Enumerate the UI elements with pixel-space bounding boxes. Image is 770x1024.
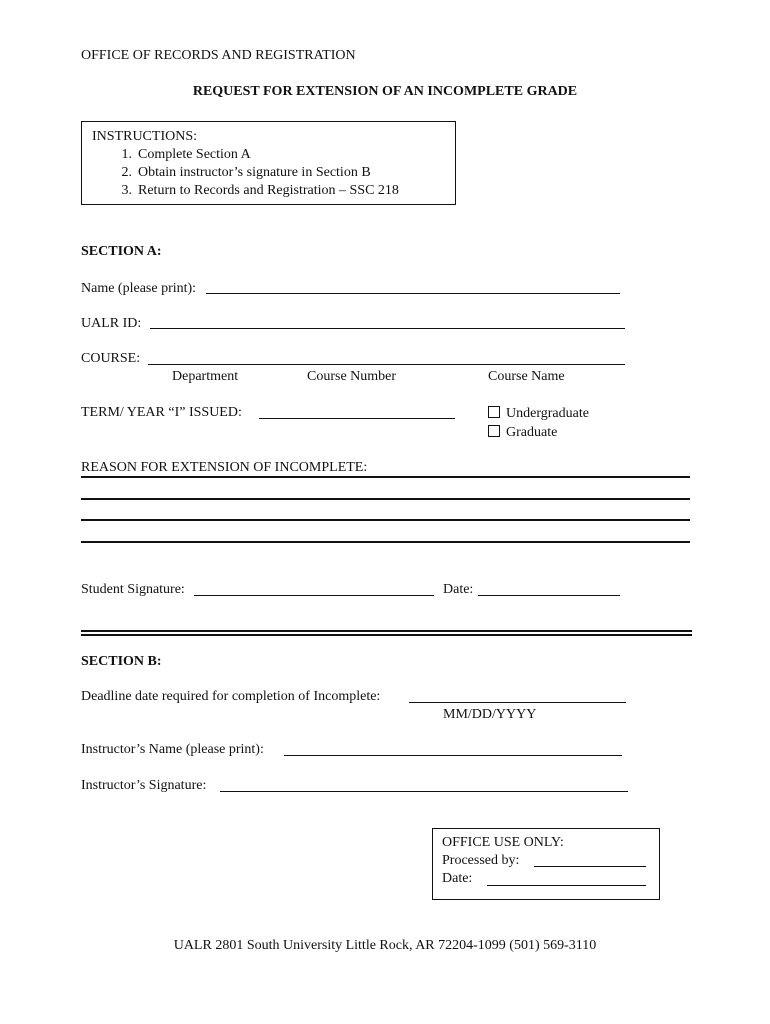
instructor-signature-label: Instructor’s Signature: (81, 778, 207, 793)
section-divider (81, 630, 692, 632)
reason-line[interactable] (81, 519, 690, 521)
student-signature-label: Student Signature: (81, 582, 185, 597)
footer-address: UALR 2801 South University Little Rock, AR 72204-1099 (501) 569-3110 (173, 938, 597, 953)
course-number-caption: Course Number (307, 369, 397, 384)
term-year-field[interactable] (259, 418, 455, 419)
section-a-heading: SECTION A: (81, 244, 162, 259)
reason-line[interactable] (81, 541, 690, 543)
course-label: COURSE: (81, 351, 141, 366)
graduate-checkbox[interactable] (488, 425, 500, 437)
instructor-name-field[interactable] (284, 755, 622, 756)
undergraduate-checkbox[interactable] (488, 406, 500, 418)
reason-line[interactable] (81, 476, 690, 478)
office-date-field[interactable] (487, 885, 646, 886)
processed-by-label: Processed by: (442, 853, 520, 868)
office-date-label: Date: (442, 871, 473, 886)
reason-label: REASON FOR EXTENSION OF INCOMPLETE: (81, 460, 368, 475)
deadline-format-caption: MM/DD/YYYY (443, 707, 537, 722)
student-date-label: Date: (443, 582, 474, 597)
ualr-id-label: UALR ID: (81, 316, 142, 331)
term-year-label: TERM/ YEAR “I” ISSUED: (81, 405, 242, 420)
instructor-name-label: Instructor’s Name (please print): (81, 742, 264, 757)
name-label: Name (please print): (81, 281, 197, 296)
ualr-id-field[interactable] (150, 328, 625, 329)
name-field[interactable] (206, 293, 620, 294)
processed-by-field[interactable] (534, 866, 646, 867)
student-date-field[interactable] (478, 595, 620, 596)
office-use-box (432, 828, 660, 900)
deadline-field[interactable] (409, 702, 626, 703)
student-signature-field[interactable] (194, 595, 434, 596)
form-title: REQUEST FOR EXTENSION OF AN INCOMPLETE GRADE (192, 84, 578, 99)
reason-line[interactable] (81, 498, 690, 500)
course-field[interactable] (148, 364, 625, 365)
office-name: OFFICE OF RECORDS AND REGISTRATION (81, 48, 356, 63)
instruction-item: 1. Complete Section A (121, 147, 251, 162)
deadline-label: Deadline date required for completion of Incomplete: (81, 689, 381, 704)
instructions-list (110, 146, 399, 200)
instructor-signature-field[interactable] (220, 791, 628, 792)
section-b-heading: SECTION B: (81, 654, 162, 669)
course-name-caption: Course Name (488, 369, 565, 384)
undergraduate-label: Undergraduate (506, 406, 589, 421)
instruction-item: 3. Return to Records and Registration – SSC 218 (121, 183, 399, 198)
instruction-item: 2. Obtain instructor’s signature in Section B (121, 165, 371, 180)
instructions-heading: INSTRUCTIONS: (92, 129, 198, 144)
office-use-heading: OFFICE USE ONLY: (442, 835, 564, 850)
department-caption: Department (172, 369, 239, 384)
section-divider (81, 634, 692, 636)
instructions-box (81, 121, 456, 205)
graduate-label: Graduate (506, 425, 558, 440)
